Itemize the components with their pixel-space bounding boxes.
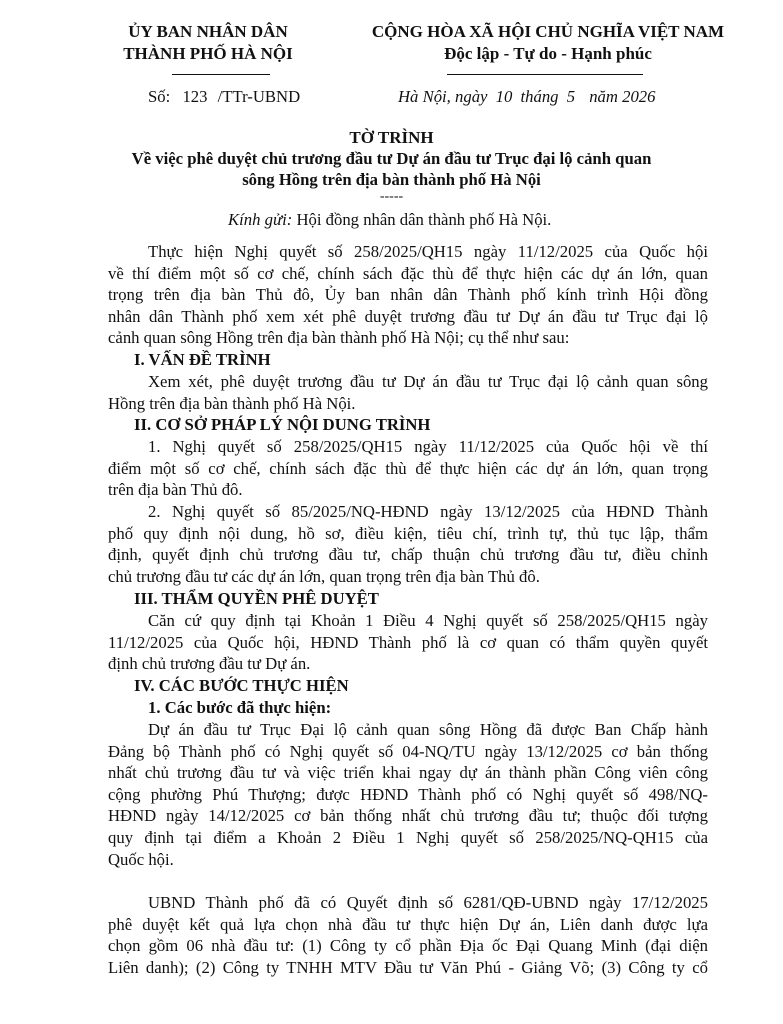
section-4-paragraph-1 xyxy=(108,719,708,870)
issuer-line2: THÀNH PHỐ HÀ NỘI xyxy=(123,44,293,63)
text-line: quy định tại điểm a Khoản 2 Điều 1 Nghị quyết số 258/2025/NQ-QH15 của xyxy=(108,827,708,847)
document-date xyxy=(398,87,656,107)
text-line: 1. Nghị quyết số 258/2025/QH15 ngày 11/12/2025 của Quốc hội về thí xyxy=(148,437,708,456)
text-line: 11/12/2025 của Quốc hội, HĐND Thành phố là cơ quan có thẩm quyền quyết xyxy=(108,632,708,652)
subject-line1: Về việc phê duyệt chủ trương đầu tư Dự án đầu tư Trục đại lộ cảnh quan xyxy=(131,149,652,168)
recipient-name: Hội đồng nhân dân thành phố Hà Nội. xyxy=(296,210,552,229)
text-line: Quốc hội. xyxy=(108,849,174,869)
text-line: UBND Thành phố đã có Quyết định số 6281/QĐ-UBND ngày 17/12/2025 xyxy=(148,893,708,912)
text-line: Căn cứ quy định tại Khoản 1 Điều 4 Nghị quyết số 258/2025/QH15 ngày xyxy=(148,611,708,630)
text-line: HĐND ngày 14/12/2025 cơ bản thống nhất chủ trương đầu tư; thuộc đối tượng xyxy=(108,806,708,826)
national-motto: Độc lập - Tự do - Hạnh phúc xyxy=(444,44,652,63)
text-line: về thí điểm một số cơ chế, chính sách đặc thù để thực hiện các dự án lớn, quan xyxy=(108,263,708,283)
text-line: Đảng bộ Thành phố có Nghị quyết số 04-NQ/TU ngày 13/12/2025 cơ bản thống xyxy=(108,741,708,761)
recipient-label: Kính gửi: xyxy=(228,210,293,229)
section-4-paragraph-2 xyxy=(108,892,708,978)
section-4-heading: IV. CÁC BƯỚC THỰC HIỆN xyxy=(134,676,349,695)
section-3-text xyxy=(108,610,708,675)
issuer-underline xyxy=(172,74,270,75)
section-3-heading: III. THẨM QUYỀN PHÊ DUYỆT xyxy=(134,589,379,608)
text-line: Thực hiện Nghị quyết số 258/2025/QH15 ngày 11/12/2025 của Quốc hội xyxy=(148,242,708,261)
document-number xyxy=(148,87,300,107)
section-1-text xyxy=(108,371,708,414)
text-line: nhất chủ trương đầu tư và việc triển khai ngay dự án thành phần Công viên công xyxy=(108,763,708,783)
text-line: nhân dân Thành phố xem xét phê duyệt trương đầu tư Dự án đầu tư Trục đại lộ xyxy=(108,306,708,326)
text-line: cảnh quan sông Hồng trên địa bàn thành phố Hà Nội; cụ thể như sau: xyxy=(108,328,570,348)
number-label: Số: xyxy=(148,87,171,106)
section-2-item-1 xyxy=(108,436,708,501)
date-prefix: Hà Nội, ngày xyxy=(398,87,488,106)
text-line: trên địa bàn Thủ đô. xyxy=(108,480,243,500)
text-line: điểm một số cơ chế, chính sách đặc thù để thực hiện các dự án lớn, quan trọng xyxy=(108,458,708,478)
text-line: Hồng trên địa bàn thành phố Hà Nội. xyxy=(108,393,356,413)
title-separator: ----- xyxy=(379,189,404,204)
national-title: CỘNG HÒA XÃ HỘI CHỦ NGHĨA VIỆT NAM xyxy=(371,22,725,41)
text-line: định chủ trương đầu tư Dự án. xyxy=(108,654,311,674)
date-month-label: tháng xyxy=(520,87,559,106)
text-line: định, quyết định chủ trương đầu tư, chấp thuận chủ trương đầu tư, điều chỉnh xyxy=(108,545,708,565)
recipient xyxy=(228,210,551,230)
motto-underline xyxy=(447,74,643,75)
number-suffix: /TTr-UBND xyxy=(217,87,301,106)
section-2-heading: II. CƠ SỞ PHÁP LÝ NỘI DUNG TRÌNH xyxy=(134,415,431,434)
number-value: 123 xyxy=(182,87,208,106)
text-line: Xem xét, phê duyệt trương đầu tư Dự án đầu tư Trục đại lộ cảnh quan sông xyxy=(148,372,708,391)
text-line: cộng phường Phú Thượng; được HĐND Thành phố có Nghị quyết số 498/NQ- xyxy=(108,784,708,804)
section-2-item-2 xyxy=(108,501,708,587)
date-year: năm 2026 xyxy=(589,87,656,106)
text-line: Liên danh); (2) Công ty TNHH MTV Đầu tư Văn Phú - Giảng Võ; (3) Công ty cổ xyxy=(108,957,708,977)
date-month: 5 xyxy=(566,87,576,106)
section-1-heading: I. VẤN ĐỀ TRÌNH xyxy=(134,350,271,369)
section-4-subheading: 1. Các bước đã thực hiện: xyxy=(148,698,332,717)
date-day: 10 xyxy=(495,87,513,106)
text-line: 2. Nghị quyết số 85/2025/NQ-HĐND ngày 13/12/2025 của HĐND Thành xyxy=(148,502,708,521)
text-line: trọng trên địa bàn Thủ đô, Ủy ban nhân dân Thành phố kính trình Hội đồng xyxy=(108,285,708,305)
issuer-line1: ỦY BAN NHÂN DÂN xyxy=(128,22,288,41)
text-line: phố quy định nội dung, hồ sơ, điều kiện, tiêu chí, trình tự, thủ tục lập, thẩm xyxy=(108,523,708,543)
text-line: chọn gồm 06 nhà đầu tư: (1) Công ty cổ phần Địa ốc Đại Quang Minh (đại diện xyxy=(108,936,708,956)
document-type: TỜ TRÌNH xyxy=(349,128,434,147)
subject-line2: sông Hồng trên địa bàn thành phố Hà Nội xyxy=(242,170,541,189)
text-line: Dự án đầu tư Trục Đại lộ cảnh quan sông Hồng đã được Ban Chấp hành xyxy=(148,720,708,739)
text-line: phê duyệt kết quả lựa chọn nhà đầu tư thực hiện Dự án, Liên danh được lựa xyxy=(108,914,708,934)
text-line: chủ trương đầu tư các dự án lớn, quan trọng trên địa bàn Thủ đô. xyxy=(108,566,540,586)
intro-paragraph xyxy=(108,241,708,349)
